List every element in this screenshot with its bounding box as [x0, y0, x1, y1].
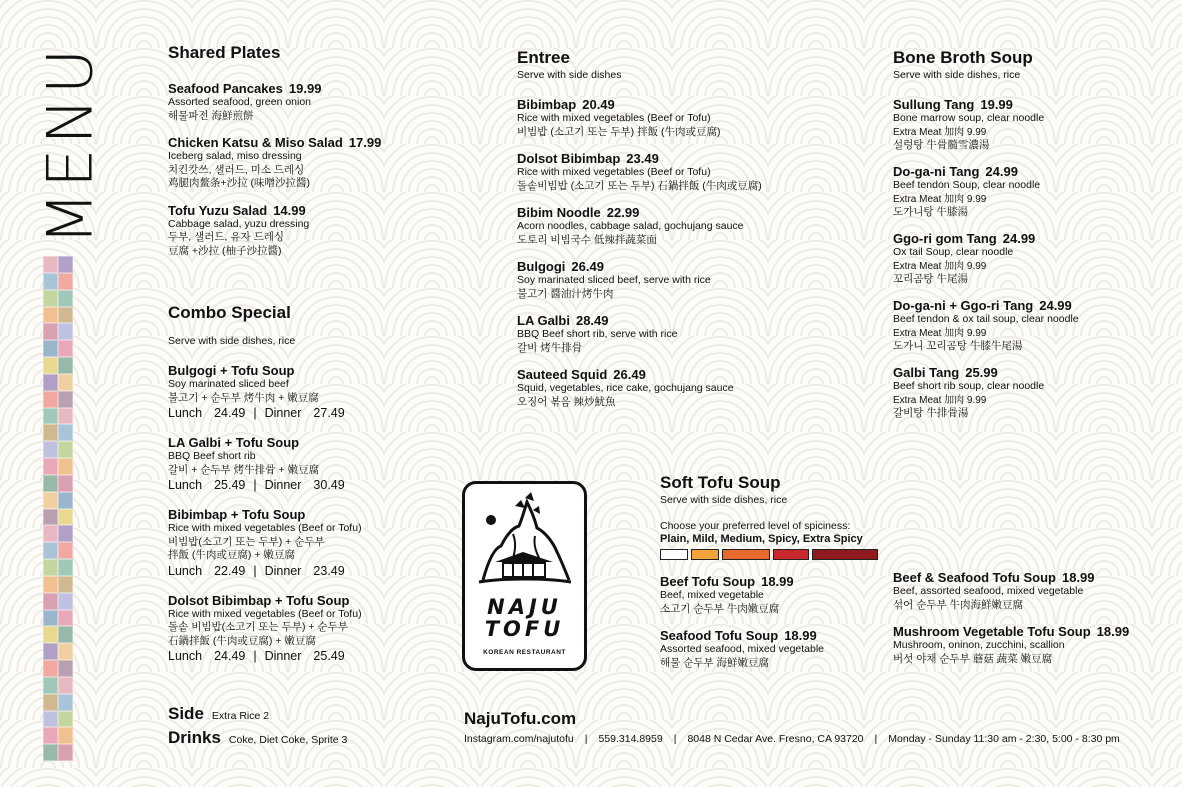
patchwork-tile: [58, 475, 73, 492]
naju-tofu-logo: [462, 481, 587, 671]
drinks-row: [168, 727, 347, 751]
soft-tofu-desc-line: 버섯 야채 순두부 蘑菇 蔬菜 嫩豆腐: [893, 652, 1053, 665]
soft-tofu-desc-line: 섞어 순두부 牛肉海鮮嫩豆腐: [893, 598, 1024, 611]
entree-section: [517, 48, 817, 409]
soft-tofu-name: Beef & Seafood Tofu Soup: [893, 570, 1056, 585]
patchwork-tile: [58, 677, 73, 694]
combo-name: Bulgogi + Tofu Soup: [168, 363, 295, 378]
bone-broth-item: [893, 164, 1173, 219]
soft-tofu-desc-line: 소고기 순두부 牛肉嫩豆腐: [660, 602, 780, 615]
bone-broth-name: Do-ga-ni + Ggo-ri Tang: [893, 298, 1034, 313]
bone-broth-price: 25.99: [965, 365, 998, 380]
combo-item: [168, 435, 488, 494]
patchwork-tile: [43, 727, 58, 744]
dinner-label: Dinner: [264, 406, 302, 420]
bone-broth-desc: Beef tendon Soup, clear noodle: [893, 179, 1041, 191]
combo-desc-line: 불고기 + 순두부 烤牛肉 + 嫩豆腐: [168, 391, 319, 404]
dinner-price: 27.49: [313, 406, 345, 420]
entree-item: [517, 97, 817, 139]
entree-desc-line: 돌솥비빔밥 (소고기 또는 두부) 石鍋拌飯 (牛肉或豆腐): [517, 179, 762, 192]
combo-desc-line: 갈비 + 순두부 烤牛排骨 + 嫩豆腐: [168, 463, 320, 476]
soft-tofu-price: 18.99: [761, 574, 794, 589]
patchwork-tile: [43, 475, 58, 492]
footer-hours: Monday - Sunday 11:30 am - 2:30, 5:00 - 8:30 pm: [888, 733, 1120, 745]
soft-tofu-item: [660, 628, 920, 670]
drinks-title: Drinks: [168, 728, 221, 747]
entree-name-row: [517, 151, 817, 166]
footer-website[interactable]: NajuTofu.com: [464, 709, 577, 728]
shared-plate-desc-line: 치킨캇쓰, 샐러드, 미소 드레싱: [168, 163, 305, 176]
entree-name-row: [517, 313, 817, 328]
bone-broth-name: Do-ga-ni Tang: [893, 164, 980, 179]
soft-tofu-name-row: [893, 570, 1173, 585]
entree-item: [517, 313, 817, 355]
entree-name-row: [517, 259, 817, 274]
shared-plate-desc-line: 해물파전 海鮮煎餅: [168, 109, 254, 122]
soft-tofu-price: 18.99: [1096, 624, 1130, 639]
soft-tofu-name: Beef Tofu Soup: [660, 574, 756, 589]
footer-phone[interactable]: 559.314.8959: [598, 733, 663, 745]
patchwork-tile: [58, 357, 73, 374]
lunch-price: 25.49: [214, 478, 246, 492]
bone-broth-name-row: [893, 231, 1173, 246]
patchwork-tile: [43, 374, 58, 391]
entree-price: 26.49: [613, 367, 646, 382]
bone-broth-korean: 갈비탕 牛排骨湯: [893, 406, 969, 419]
footer: [464, 709, 1120, 745]
patchwork-tile: [43, 340, 58, 357]
soft-tofu-desc-line: Assorted seafood, mixed vegetable: [660, 643, 825, 655]
combo-desc-line: 비빔밥(소고기 또는 두부) + 순두부: [168, 535, 325, 548]
bone-broth-price: 24.99: [985, 164, 1018, 179]
shared-plates-title: Shared Plates: [168, 43, 281, 62]
patchwork-tile: [43, 307, 58, 324]
patchwork-tile: [43, 542, 58, 559]
bone-broth-name-row: [893, 97, 1173, 112]
footer-address: 8048 N Cedar Ave. Fresno, CA 93720: [687, 733, 864, 745]
bone-broth-name-row: [893, 164, 1173, 179]
shared-plate-desc-line: Cabbage salad, yuzu dressing: [168, 217, 310, 230]
bone-broth-list: [893, 97, 1173, 420]
entree-title: Entree: [517, 48, 570, 67]
patchwork-tile: [58, 424, 73, 441]
shared-plate-name-row: [168, 135, 488, 150]
patchwork-tile: [58, 307, 73, 324]
combo-name: Bibimbap + Tofu Soup: [168, 507, 306, 522]
shared-plate-name: Tofu Yuzu Salad: [168, 202, 268, 218]
shared-plate-price: 14.99: [273, 202, 306, 218]
spice-level-box: [812, 549, 878, 560]
bone-broth-desc: Beef short rib soup, clear noodle: [893, 380, 1045, 392]
spice-level-box: [773, 549, 809, 560]
spice-level-box: [660, 549, 688, 560]
bone-broth-item: [893, 97, 1173, 152]
bone-broth-name: Galbi Tang: [893, 365, 960, 380]
entree-desc-line: Soy marinated sliced beef, serve with rice: [517, 274, 711, 286]
patchwork-tile: [58, 610, 73, 627]
shared-plate-desc-line: 豆腐 +沙拉 (柚子沙拉醬): [168, 244, 282, 257]
combo-desc-line: Rice with mixed vegetables (Beef or Tofu): [168, 522, 362, 534]
shared-plate-name-row: [168, 81, 488, 96]
bone-broth-extra-meat: Extra Meat 加肉 9.99: [893, 193, 987, 205]
entree-price: 23.49: [626, 151, 659, 166]
combo-price-row: [168, 405, 488, 422]
patchwork-tile: [43, 660, 58, 677]
combo-name: Dolsot Bibimbap + Tofu Soup: [168, 592, 350, 608]
entree-name: Bibimbap: [517, 97, 577, 112]
spice-levels: Plain, Mild, Medium, Spicy, Extra Spicy: [660, 533, 863, 545]
patchwork-tile: [43, 256, 58, 273]
patchwork-tile: [58, 744, 73, 761]
entree-desc-line: 오징어 볶음 辣炒魷魚: [517, 395, 616, 408]
patchwork-tile: [58, 643, 73, 660]
entree-desc-line: 갈비 烤牛排骨: [517, 341, 583, 354]
entree-list: [517, 97, 817, 409]
patchwork-tile: [58, 626, 73, 643]
soft-tofu-name-row: [660, 574, 920, 589]
patchwork-tile: [43, 576, 58, 593]
soft-tofu-list-right: [893, 570, 1173, 666]
patchwork-tile: [58, 340, 73, 357]
patchwork-tile: [43, 559, 58, 576]
patchwork-tile: [43, 323, 58, 340]
patchwork-tile: [58, 256, 73, 273]
shared-plate-price: 19.99: [288, 81, 322, 96]
soft-tofu-desc-line: Mushroom, oninon, zucchini, scallion: [893, 639, 1065, 651]
bone-broth-name-row: [893, 365, 1173, 380]
soft-tofu-name: Seafood Tofu Soup: [660, 628, 779, 643]
bone-broth-desc: Beef tendon & ox tail soup, clear noodle: [893, 313, 1079, 325]
patchwork-tile: [58, 408, 73, 425]
soft-tofu-list-left: [660, 574, 920, 670]
shared-plate-desc-line: Assorted seafood, green onion: [168, 96, 312, 108]
combo-special-subtitle: Serve with side dishes, rice: [168, 335, 296, 347]
patchwork-tile: [43, 290, 58, 307]
patchwork-tile: [58, 290, 73, 307]
drinks-text: Coke, Diet Coke, Sprite 3: [228, 734, 348, 746]
lunch-price: 24.49: [214, 406, 246, 420]
entree-name: Bulgogi: [517, 259, 566, 274]
patchwork-tile: [43, 677, 58, 694]
entree-item: [517, 205, 817, 247]
patchwork-tile: [43, 694, 58, 711]
soft-tofu-desc-line: Beef, assorted seafood, mixed vegetable: [893, 585, 1084, 597]
price-separator: |: [253, 478, 257, 492]
entree-price: 26.49: [571, 259, 604, 274]
soft-tofu-subtitle: Serve with side dishes, rice: [660, 494, 788, 506]
soft-tofu-title: Soft Tofu Soup: [660, 473, 781, 492]
entree-price: 22.99: [606, 205, 640, 220]
patchwork-tile: [58, 323, 73, 340]
soft-tofu-price: 18.99: [784, 628, 817, 643]
entree-desc-line: 비빔밥 (소고기 또는 두부) 拌飯 (牛肉或豆腐): [517, 125, 721, 138]
patchwork-tile: [58, 441, 73, 458]
entree-name-row: [517, 205, 817, 220]
side-row: [168, 703, 347, 727]
entree-price: 28.49: [575, 313, 609, 328]
soft-tofu-desc-line: Beef, mixed vegetable: [660, 589, 764, 601]
soft-tofu-name-row: [660, 628, 920, 643]
bone-broth-item: [893, 365, 1173, 420]
mountain-pavilion-icon: [465, 488, 584, 598]
patchwork-tile: [43, 744, 58, 761]
patchwork-tile: [43, 643, 58, 660]
patchwork-tile: [58, 542, 73, 559]
spice-level-box: [722, 549, 770, 560]
combo-special-title: Combo Special: [168, 303, 291, 322]
dinner-label: Dinner: [264, 649, 302, 663]
dinner-label: Dinner: [264, 563, 302, 578]
combo-desc-line: Rice with mixed vegetables (Beef or Tofu): [168, 607, 362, 620]
logo-subtitle: KOREAN RESTAURANT: [483, 649, 566, 656]
patchwork-tile: [43, 424, 58, 441]
patchwork-tile: [43, 492, 58, 509]
shared-plates-section: [168, 43, 488, 258]
entree-name: Dolsot Bibimbap: [517, 151, 621, 166]
combo-item: [168, 507, 488, 580]
combo-name: LA Galbi + Tofu Soup: [168, 435, 300, 450]
bone-broth-extra-meat: Extra Meat 加肉 9.99: [893, 126, 987, 138]
lunch-label: Lunch: [168, 406, 203, 420]
patchwork-tile: [43, 391, 58, 408]
footer-info: [464, 733, 1120, 745]
patchwork-tile: [58, 509, 73, 526]
footer-separator: |: [874, 733, 878, 745]
patchwork-tile: [43, 711, 58, 728]
shared-plate-name: Chicken Katsu & Miso Salad: [168, 135, 343, 150]
spice-level-box: [691, 549, 719, 560]
patchwork-tile: [43, 626, 58, 643]
price-separator: |: [253, 406, 257, 420]
patchwork-tile: [58, 458, 73, 475]
combo-desc-line: 돌솥 비빔밥(소고기 또는 두부) + 순두부: [168, 621, 348, 633]
patchwork-tile: [58, 391, 73, 408]
side-title: Side: [168, 704, 204, 723]
shared-plate-item: [168, 81, 488, 123]
patchwork-tile: [43, 509, 58, 526]
dinner-price: 30.49: [313, 478, 345, 492]
entree-name-row: [517, 97, 817, 112]
soft-tofu-name-row: [893, 624, 1173, 639]
lunch-price: 24.49: [214, 649, 246, 663]
bone-broth-price: 24.99: [1039, 298, 1072, 313]
entree-desc-line: Rice with mixed vegetables (Beef or Tofu): [517, 166, 711, 178]
entree-item: [517, 367, 817, 409]
bone-broth-name: Ggo-ri gom Tang: [893, 231, 997, 246]
patchwork-tile: [43, 408, 58, 425]
entree-desc-line: BBQ Beef short rib, serve with rice: [517, 328, 678, 340]
shared-plate-item: [168, 135, 488, 191]
bone-broth-section: [893, 48, 1173, 420]
logo-line1: NAJU: [487, 595, 562, 619]
combo-special-list: [168, 363, 488, 665]
footer-separator: |: [673, 733, 677, 745]
combo-price-row: [168, 648, 488, 665]
bone-broth-subtitle: Serve with side dishes, rice: [893, 69, 1021, 81]
lunch-price: 22.49: [214, 563, 246, 578]
price-separator: |: [253, 563, 257, 578]
shared-plate-desc-line: 鸡腿肉鳌条+沙拉 (味噌沙拉醬): [168, 177, 311, 189]
dinner-price: 25.49: [313, 649, 345, 663]
soft-tofu-item: [893, 624, 1173, 666]
combo-price-row: [168, 477, 488, 494]
combo-item: [168, 363, 488, 422]
lunch-label: Lunch: [168, 649, 203, 663]
bone-broth-korean: 꼬리곰탕 牛尾湯: [893, 272, 968, 285]
bone-broth-name-row: [893, 298, 1173, 313]
bone-broth-korean: 설렁탕 牛骨髓雪濃湯: [893, 138, 990, 151]
bone-broth-korean: 도가니탕 牛膝湯: [893, 205, 968, 218]
bone-broth-extra-meat: Extra Meat 加肉 9.99: [893, 394, 987, 406]
soft-tofu-price: 18.99: [1061, 570, 1095, 585]
bone-broth-item: [893, 298, 1173, 353]
entree-name: Sauteed Squid: [517, 367, 608, 382]
soft-tofu-desc-line: 해물 순두부 海鮮嫩豆腐: [660, 656, 770, 669]
shared-plate-price: 17.99: [348, 135, 382, 150]
lunch-label: Lunch: [168, 478, 203, 492]
soft-tofu-item: [660, 574, 920, 616]
dinner-price: 23.49: [313, 563, 345, 578]
patchwork-tile: [58, 374, 73, 391]
menu-title-text: MENU: [33, 44, 107, 246]
entree-name: Bibim Noodle: [517, 205, 601, 220]
bone-broth-extra-meat: Extra Meat 加肉 9.99: [893, 260, 987, 272]
footer-separator: |: [584, 733, 588, 745]
combo-desc-line: 拌飯 (牛肉或豆腐) + 嫩豆腐: [168, 549, 295, 561]
entree-desc-line: Squid, vegetables, rice cake, gochujang sauce: [517, 382, 734, 394]
shared-plate-desc-line: 두부, 샐러드, 유자 드레싱: [168, 231, 285, 243]
soft-tofu-name: Mushroom Vegetable Tofu Soup: [893, 624, 1091, 639]
entree-price: 20.49: [582, 97, 615, 112]
logo-line2: TOFU: [484, 617, 565, 641]
shared-plate-name: Seafood Pancakes: [168, 81, 283, 96]
patchwork-tile: [58, 593, 73, 610]
entree-name-row: [517, 367, 817, 382]
soft-tofu-item: [893, 570, 1173, 612]
entree-desc-line: 도토리 비빔국수 低辣拌蔬菜面: [517, 233, 657, 246]
entree-item: [517, 259, 817, 301]
spice-prompt: Choose your preferred level of spiciness:: [660, 520, 851, 532]
bone-broth-korean: 도가니 꼬리곰탕 牛膝牛尾湯: [893, 339, 1023, 352]
side-drinks-section: [168, 703, 347, 751]
patchwork-tile: [58, 711, 73, 728]
side-text: Extra Rice 2: [211, 710, 270, 722]
patchwork-tile: [43, 357, 58, 374]
spice-scale: [660, 549, 920, 560]
combo-desc-line: 石鍋拌飯 (牛肉或豆腐) + 嫩豆腐: [168, 634, 316, 647]
entree-subtitle: Serve with side dishes: [517, 69, 622, 81]
lunch-label: Lunch: [168, 563, 203, 578]
shared-plates-list: [168, 81, 488, 258]
combo-desc-line: Soy marinated sliced beef: [168, 378, 289, 390]
entree-desc-line: Acorn noodles, cabbage salad, gochujang sauce: [517, 220, 744, 232]
shared-plate-item: [168, 203, 488, 259]
patchwork-tile: [43, 273, 58, 290]
shared-plate-desc-line: Iceberg salad, miso dressing: [168, 150, 302, 162]
combo-price-row: [168, 563, 488, 580]
patchwork-tile: [58, 273, 73, 290]
soft-tofu-section: [660, 473, 920, 670]
bone-broth-item: [893, 231, 1173, 286]
shared-plate-name-row: [168, 203, 488, 218]
patchwork-tile: [43, 441, 58, 458]
bone-broth-desc: Bone marrow soup, clear noodle: [893, 112, 1045, 124]
patchwork-tile: [43, 610, 58, 627]
patchwork-tile: [43, 458, 58, 475]
footer-instagram[interactable]: Instagram.com/najutofu: [464, 733, 574, 745]
bone-broth-extra-meat: Extra Meat 加肉 9.99: [893, 327, 987, 339]
patchwork-tile: [58, 660, 73, 677]
patchwork-tile: [43, 525, 58, 542]
patchwork-tile: [43, 593, 58, 610]
patchwork-tile: [58, 525, 73, 542]
dinner-label: Dinner: [264, 478, 302, 492]
patchwork-tile: [58, 559, 73, 576]
menu-title: [30, 40, 110, 250]
bone-broth-desc: Ox tail Soup, clear noodle: [893, 246, 1014, 258]
bone-broth-price: 24.99: [1002, 231, 1036, 246]
patchwork-tile: [58, 492, 73, 509]
combo-desc-line: BBQ Beef short rib: [168, 450, 256, 462]
entree-desc-line: 불고기 醬油汁烤牛肉: [517, 287, 614, 300]
patchwork-tile: [58, 576, 73, 593]
entree-name: LA Galbi: [517, 313, 570, 328]
price-separator: |: [253, 649, 257, 663]
bone-broth-name: Sullung Tang: [893, 97, 975, 112]
bone-broth-price: 19.99: [980, 97, 1013, 112]
patchwork-tile: [58, 727, 73, 744]
entree-desc-line: Rice with mixed vegetables (Beef or Tofu): [517, 112, 711, 124]
patchwork-tile: [58, 694, 73, 711]
combo-special-section: [168, 303, 488, 665]
combo-item: [168, 593, 488, 666]
patchwork-strip: [43, 256, 73, 761]
bone-broth-title: Bone Broth Soup: [893, 48, 1033, 67]
entree-item: [517, 151, 817, 193]
